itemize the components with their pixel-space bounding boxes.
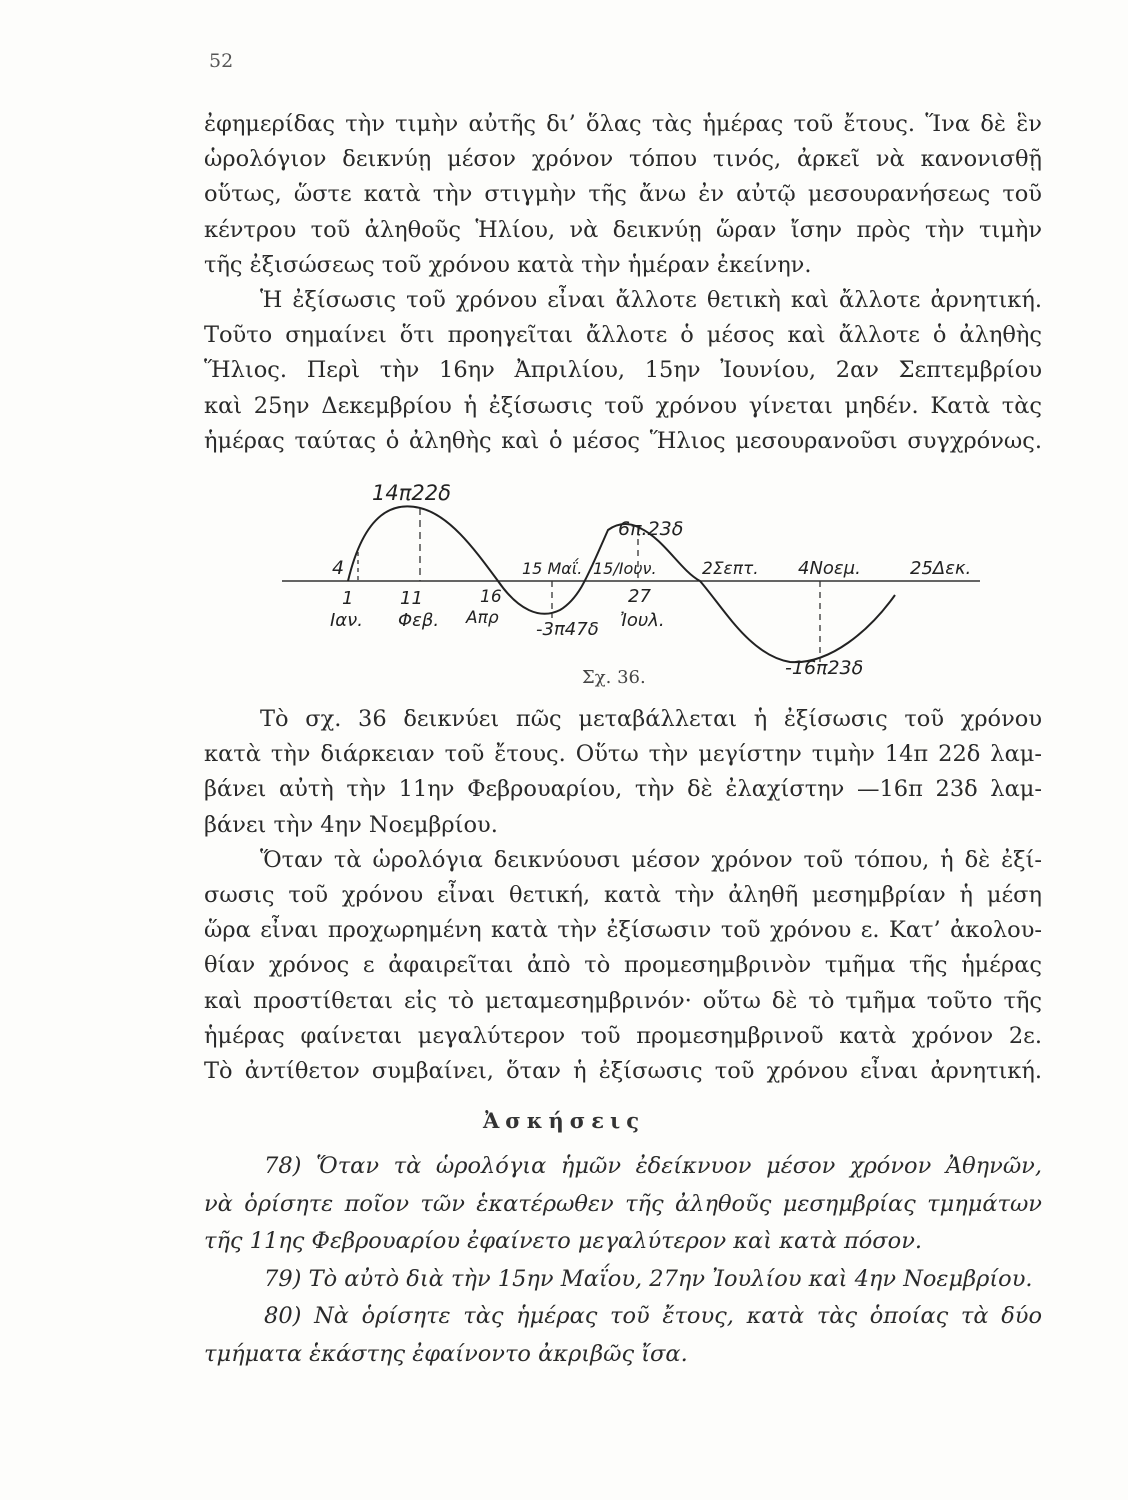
figure-caption: Σχ. 36. xyxy=(582,667,646,688)
text-line: καὶ προστίθεται εἰς τὸ μεταμεσημβρινόν· οὕτω δὲ τὸ τμῆμα τοῦτο τῆς xyxy=(204,987,1042,1014)
text-line: ὥρα εἶναι προχωρημένη κατὰ τὴν ἐξίσωσιν τοῦ χρόνου ε. Κατ’ ἀκολου- xyxy=(204,917,1042,944)
text-line: οὕτως, ὥστε κατὰ τὴν στιγμὴν τῆς ἄνω ἐν αὐτῷ μεσουρανήσεως τοῦ xyxy=(204,181,1042,208)
label-sep: 2Σεπτ. xyxy=(702,559,759,579)
text-line: καὶ 25ην Δεκεμβρίου ἡ ἐξίσωσις τοῦ χρόνου γίνεται μηδέν. Κατὰ τὰς xyxy=(204,392,1042,419)
label-zero-start: 4 xyxy=(332,557,345,579)
text-line: βάνει αὐτὴ τὴν 11ην Φεβρουαρίου, τὴν δὲ ἐλαχίστην —16π 23δ λαμ- xyxy=(204,776,1042,803)
label-jan-num: 1 xyxy=(342,588,354,609)
exercise-line: νὰ ὁρίσητε ποῖον τῶν ἑκατέρωθεν τῆς ἀληθοῦς μεσημβρίας τμημάτων xyxy=(204,1190,1042,1217)
exercise-line xyxy=(204,1261,1042,1299)
label-zero-apr: 16 xyxy=(480,587,502,607)
equation-of-time-figure xyxy=(270,470,1000,700)
exercise-text: Τὸ αὐτὸ διὰ τὴν 15ην Μαΐου, 27ην Ἰουλίου καὶ 4ην Νοεμβρίου. xyxy=(308,1265,1033,1292)
text-line: ἡμέρας ταύτας ὁ ἀληθὴς καὶ ὁ μέσος Ἥλιος μεσουρανοῦσι συγχρόνως. xyxy=(204,427,1042,454)
label-nov: 4Νοεμ. xyxy=(798,558,861,579)
text-line: ὡρολόγιον δεικνύῃ μέσον χρόνον τόπου τινός, ἀρκεῖ νὰ κανονισθῇ xyxy=(204,146,1042,173)
exercise-text: Νὰ ὁρίσητε τὰς ἡμέρας τοῦ ἔτους, κατὰ τὰς ὁποίας τὰ δύο xyxy=(314,1303,1042,1329)
page-number: 52 xyxy=(209,50,234,72)
text-line: σωσις τοῦ χρόνου εἶναι θετική, κατὰ τὴν ἀληθῆ μεσημβρίαν ἡ μέση xyxy=(204,882,1042,909)
text-line: κέντρου τοῦ ἀληθοῦς Ἡλίου, νὰ δεικνύῃ ὥραν ἴσην πρὸς τὴν τιμὴν xyxy=(204,216,1042,243)
label-jan: Ιαν. xyxy=(330,610,363,631)
text-line: θίαν χρόνος ε ἀφαιρεῖται ἀπὸ τὸ προμεσημβρινὸν τμῆμα τῆς ἡμέρας xyxy=(204,952,1042,979)
label-feb-num: 11 xyxy=(400,588,423,609)
label-max: 14π22δ xyxy=(372,481,451,505)
text-line: ἐφημερίδας τὴν τιμὴν αὐτῆς δι’ ὅλας τὰς ἡμέρας τοῦ ἔτους. Ἵνα δὲ ἓν xyxy=(204,111,1042,137)
label-may: 15 Μαΐ. xyxy=(522,559,583,578)
exercises-heading: Ἀσκήσεις xyxy=(483,1108,645,1133)
label-jun: 15/Ιουν. xyxy=(593,559,657,578)
label-apr: Απρ xyxy=(466,608,499,628)
text-block-2 xyxy=(204,702,1042,1089)
text-line: τῆς ἐξισώσεως τοῦ χρόνου κατὰ τὴν ἡμέραν ἐκείνην. xyxy=(204,251,812,278)
label-jul: Ἰουλ. xyxy=(620,610,665,631)
text-line: Ὅταν τὰ ὡρολόγια δεικνύουσι μέσον χρόνον τοῦ τόπου, ἡ δὲ ἐξί- xyxy=(260,846,1042,873)
text-line: Τοῦτο σημαίνει ὅτι προηγεῖται ἄλλοτε ὁ μέσος καὶ ἄλλοτε ὁ ἀληθὴς xyxy=(204,322,1042,349)
exercise-line: τμήματα ἑκάστης ἐφαίνοντο ἀκριβῶς ἴσα. xyxy=(204,1340,688,1367)
label-dec: 25Δεκ. xyxy=(910,558,972,579)
exercises-list xyxy=(204,1148,1042,1373)
label-max2: 6π.23δ xyxy=(618,518,684,540)
text-line: βάνει τὴν 4ην Νοεμβρίου. xyxy=(204,811,498,838)
exercise-line xyxy=(204,1148,1042,1186)
text-line: Ἥλιος. Περὶ τὴν 16ην Ἀπριλίου, 15ην Ἰουνίου, 2αν Σεπτεμβρίου xyxy=(204,357,1042,384)
exercise-number: 78) xyxy=(264,1153,302,1179)
text-line: Ἡ ἐξίσωσις τοῦ χρόνου εἶναι ἄλλοτε θετικὴ καὶ ἄλλοτε ἀρνητική. xyxy=(260,287,1042,314)
exercise-text: Ὅταν τὰ ὡρολόγια ἡμῶν ἐδείκνυον μέσον χρόνον Ἀθηνῶν, xyxy=(316,1153,1042,1179)
exercise-line xyxy=(204,1298,1042,1336)
text-block-1 xyxy=(204,107,1042,459)
text-line: ἡμέρας φαίνεται μεγαλύτερον τοῦ προμεσημβρινοῦ κατὰ χρόνον 2ε. xyxy=(204,1022,1042,1049)
label-min1: -3π47δ xyxy=(536,619,599,640)
exercise-line: τῆς 11ης Φεβρουαρίου ἐφαίνετο μεγαλύτερον καὶ κατὰ πόσον. xyxy=(204,1228,923,1254)
label-feb: Φεβ. xyxy=(398,610,440,631)
text-line: κατὰ τὴν διάρκειαν τοῦ ἔτους. Οὕτω τὴν μεγίστην τιμὴν 14π 22δ λαμ- xyxy=(204,741,1042,768)
label-min2: -16π23δ xyxy=(785,657,864,679)
text-line: Τὸ σχ. 36 δεικνύει πῶς μεταβάλλεται ἡ ἐξίσωσις τοῦ χρόνου xyxy=(260,706,1042,732)
text-line: Τὸ ἀντίθετον συμβαίνει, ὅταν ἡ ἐξίσωσις τοῦ χρόνου εἶναι ἀρνητική. xyxy=(204,1058,1042,1085)
label-jul-num: 27 xyxy=(628,586,651,607)
exercise-number: 79) xyxy=(264,1265,302,1292)
exercise-number: 80) xyxy=(264,1303,302,1329)
